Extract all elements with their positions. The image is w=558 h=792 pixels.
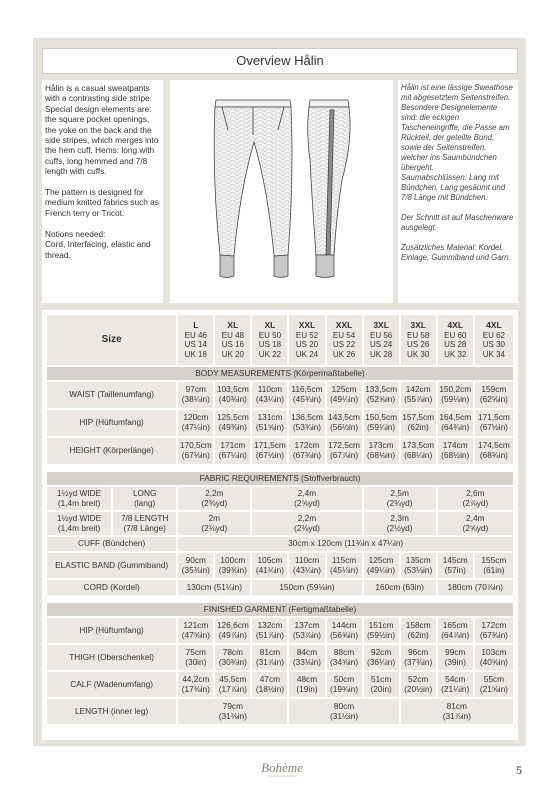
table-cell: FINISHED GARMENT (Fertigmaßtabelle)	[46, 602, 514, 617]
size-col: XXL EU 54 US 22 UK 26	[326, 314, 363, 366]
table-cell: 172,5cm (67⅞in)	[326, 437, 363, 465]
table-cell: 171cm (67¼in)	[214, 437, 251, 465]
table-row	[46, 671, 514, 698]
table-row	[46, 437, 514, 465]
table-cell: 116,5cm (45¾in)	[288, 381, 325, 409]
table-row	[46, 617, 514, 644]
table-row	[46, 698, 514, 725]
table-cell: THIGH (Oberschenkel)	[46, 644, 177, 671]
size-table	[45, 313, 515, 726]
size-chart	[42, 310, 518, 740]
table-cell: 171,5cm (67½in)	[474, 409, 514, 437]
table-cell: 133,5cm (52⅝in)	[363, 381, 400, 409]
table-row	[46, 486, 514, 511]
section-header-fabric	[46, 471, 514, 486]
table-cell: 2,3m (2½yd)	[363, 511, 437, 536]
table-cell: 47cm (18½in)	[251, 671, 288, 698]
table-cell: 75cm (30in)	[177, 644, 214, 671]
size-col: XL EU 50 US 18 UK 22	[251, 314, 288, 366]
table-cell: 157,5cm (62in)	[400, 409, 437, 437]
table-cell: CORD (Kordel)	[46, 579, 177, 596]
table-cell: 55cm (21⅝in)	[474, 671, 514, 698]
table-cell: 142cm (55⅞in)	[400, 381, 437, 409]
table-cell: 145cm (57in)	[437, 552, 474, 579]
table-row	[46, 511, 514, 536]
table-cell: 81cm (31⅞in)	[251, 644, 288, 671]
table-cell: 44,2cm (17⅜in)	[177, 671, 214, 698]
table-cell: WAIST (Taillenumfang)	[46, 381, 177, 409]
table-cell: 125cm (49¼in)	[363, 552, 400, 579]
table-cell: 2,2m (2⅜yd)	[177, 486, 251, 511]
table-cell: ELASTIC BAND (Gummiband)	[46, 552, 177, 579]
table-cell: LONG (lang)	[112, 486, 177, 511]
table-cell: 110cm (43¼in)	[251, 381, 288, 409]
table-cell: 136,5cm (53¾in)	[288, 409, 325, 437]
table-cell: 79cm (31⅛in)	[177, 698, 288, 725]
table-cell: 172cm (67¾in)	[288, 437, 325, 465]
size-label: Size	[46, 314, 177, 366]
pants-illustration	[170, 80, 393, 303]
table-cell: 132cm (51⅞in)	[251, 617, 288, 644]
table-cell: 144cm (56⅝in)	[326, 617, 363, 644]
table-cell: 126,6cm (49⅞in)	[214, 617, 251, 644]
table-cell: 51cm (20in)	[363, 671, 400, 698]
table-cell: 88cm (34⅝in)	[326, 644, 363, 671]
table-cell: 103,5cm (40¾in)	[214, 381, 251, 409]
table-cell: 54cm (21¼in)	[437, 671, 474, 698]
table-cell: 150,2cm (59⅛in)	[437, 381, 474, 409]
size-col: 3XL EU 58 US 26 UK 30	[400, 314, 437, 366]
table-cell: 125,5cm (49⅜in)	[214, 409, 251, 437]
table-cell: 174,5cm (68¾in)	[474, 437, 514, 465]
table-cell: 159cm (62⅝in)	[474, 381, 514, 409]
page-title: Overview Hålin	[42, 48, 518, 74]
table-cell: 100cm (39⅜in)	[214, 552, 251, 579]
table-cell: 115cm (45¼in)	[326, 552, 363, 579]
table-cell: 173,5cm (68¼in)	[400, 437, 437, 465]
table-cell: 150cm (59⅛in)	[251, 579, 362, 596]
table-cell: 7/8 LENGTH (7/8 Länge)	[112, 511, 177, 536]
front-view	[214, 100, 292, 278]
table-cell: 1½yd WIDE (1,4m breit)	[46, 511, 112, 536]
table-cell: 160cm (63in)	[363, 579, 437, 596]
table-cell: 50cm (19¾in)	[326, 671, 363, 698]
table-cell: 143,5cm (56½in)	[326, 409, 363, 437]
table-cell: 170,5cm (67⅛in)	[177, 437, 214, 465]
table-cell: 174cm (68½in)	[437, 437, 474, 465]
sweatpants-drawing	[170, 80, 393, 303]
table-cell: LENGTH (inner leg)	[46, 698, 177, 725]
table-cell: 165cm (64⅞in)	[437, 617, 474, 644]
table-cell: 137cm (53⅞in)	[288, 617, 325, 644]
table-cell: 2,2m (2⅜yd)	[251, 511, 362, 536]
size-col: XL EU 48 US 16 UK 20	[214, 314, 251, 366]
table-cell: HIP (Hüftumfang)	[46, 617, 177, 644]
section-header-finished	[46, 602, 514, 617]
table-cell: 2,4m (2⅝yd)	[251, 486, 362, 511]
table-row	[46, 409, 514, 437]
table-row	[46, 579, 514, 596]
table-row	[46, 644, 514, 671]
table-row	[46, 552, 514, 579]
table-cell: 52cm (20½in)	[400, 671, 437, 698]
table-cell: 45,5cm (17⅞in)	[214, 671, 251, 698]
size-col: 4XL EU 62 US 30 UK 34	[474, 314, 514, 366]
size-col: L EU 46 US 14 UK 18	[177, 314, 214, 366]
table-cell: 2m (2⅛yd)	[177, 511, 251, 536]
table-cell: 135cm (53⅛in)	[400, 552, 437, 579]
table-cell: 110cm (43¼in)	[288, 552, 325, 579]
table-cell: 172cm (67¾in)	[474, 617, 514, 644]
table-cell: 103cm (40⅝in)	[474, 644, 514, 671]
table-cell: 171,5cm (67½in)	[251, 437, 288, 465]
table-cell: 130cm (51¼in)	[177, 579, 251, 596]
description-german: Hålin ist eine lässige Sweathose mit abgesetztem Seitenstreifen. Besondere Designelemente sind: die eckigen Tascheneingriffe, die Passe am Rückteil, der geteilte Bund, sowie der Seitenstreifen, welcher ins Saumbündchen übergeht. Saumabschlüssen: Lang mit Bündchen, Lang gesäumt und 7/8 Länge mit Bündchen. Der Schnitt ist auf Maschenware ausgelegt. Zusätzliches Material: Kordel, Einlage, Gummiband und Garn.	[398, 80, 518, 303]
brand-logo	[257, 757, 307, 781]
table-cell: 80cm (31½in)	[288, 698, 399, 725]
table-cell: 90cm (35⅜in)	[177, 552, 214, 579]
side-view	[308, 100, 350, 278]
table-cell: 78cm (30¾in)	[214, 644, 251, 671]
table-cell: 2,6m (2⅞yd)	[437, 486, 514, 511]
table-cell: BODY MEASUREMENTS (Körpermaßtabelle)	[46, 366, 514, 381]
table-cell: 150,5cm (59¼in)	[363, 409, 400, 437]
table-row	[46, 536, 514, 552]
table-cell: 92cm (36¼in)	[363, 644, 400, 671]
table-cell: HIP (Hüftumfang)	[46, 409, 177, 437]
table-cell: 1½yd WIDE (1,4m breit)	[46, 486, 112, 511]
table-cell: 2,5m (2¾yd)	[363, 486, 437, 511]
table-cell: 131cm (51⅝in)	[251, 409, 288, 437]
size-header-row	[46, 314, 514, 366]
table-cell: 96cm (37¾in)	[400, 644, 437, 671]
table-cell: 125cm (49¼in)	[326, 381, 363, 409]
table-cell: 155cm (61in)	[474, 552, 514, 579]
svg-text:Bohème: Bohème	[261, 760, 303, 775]
table-cell: 105cm (41¼in)	[251, 552, 288, 579]
table-cell: CALF (Wadenumfang)	[46, 671, 177, 698]
table-cell: 158cm (62in)	[400, 617, 437, 644]
table-cell: 120cm (47¼in)	[177, 409, 214, 437]
table-cell: 2,4m (2⅝yd)	[437, 511, 514, 536]
table-cell: 121cm (47⅝in)	[177, 617, 214, 644]
table-cell: 99cm (39in)	[437, 644, 474, 671]
description-english: Hålin is a casual sweatpants with a contrasting side stripe. Special design elements are: the square pocket openings, the yoke on the back and the side stripes, which merges into the hem cuff. Hems: long with cuffs, long hemmed and 7/8 length with cuffs. The pattern is designed for medium knitted fabrics such as French terry or Tricot. Notions needed: Cord, Interfacing, elastic and thread.	[42, 80, 163, 303]
table-cell: 48cm (19in)	[288, 671, 325, 698]
table-cell: FABRIC REQUIREMENTS (Stoffverbrauch)	[46, 471, 514, 486]
table-cell: 164,5cm (64¾in)	[437, 409, 474, 437]
table-cell: 81cm (31⅞in)	[400, 698, 514, 725]
size-col: 3XL EU 56 US 24 UK 28	[363, 314, 400, 366]
table-cell: 97cm (38¼in)	[177, 381, 214, 409]
table-cell: 180cm (70⅞in)	[437, 579, 514, 596]
page-number: 5	[516, 763, 522, 777]
table-cell: HEIGHT (Körperlänge)	[46, 437, 177, 465]
size-col: 4XL EU 60 US 28 UK 32	[437, 314, 474, 366]
table-cell: CUFF (Bündchen)	[46, 536, 177, 552]
table-cell: 84cm (33⅛in)	[288, 644, 325, 671]
table-cell: 173cm (68⅛in)	[363, 437, 400, 465]
size-col: XXL EU 52 US 20 UK 24	[288, 314, 325, 366]
section-header-body	[46, 366, 514, 381]
table-row	[46, 381, 514, 409]
table-cell: 30cm x 120cm (11¾in x 47¼in)	[177, 536, 514, 552]
table-cell: 151cm (59½in)	[363, 617, 400, 644]
